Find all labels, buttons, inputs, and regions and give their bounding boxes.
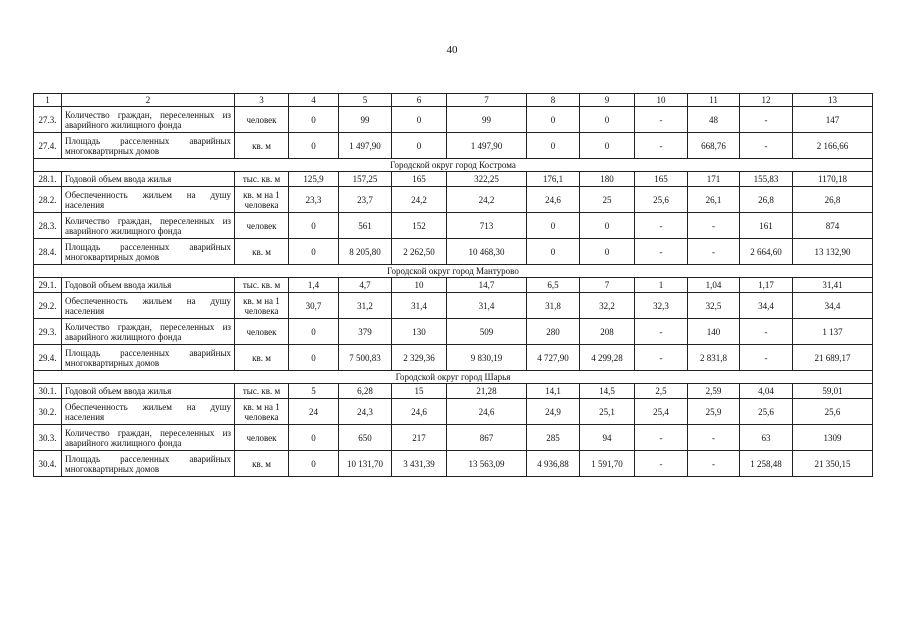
value-cell: 176,1 — [527, 172, 580, 187]
value-cell: 31,2 — [339, 293, 392, 319]
value-cell: 25 — [580, 187, 635, 213]
value-cell: 1 497,90 — [339, 133, 392, 159]
value-cell: 217 — [392, 425, 447, 451]
value-cell: 21 689,17 — [793, 345, 873, 371]
indicator-name: Годовой объем ввода жилья — [62, 172, 235, 187]
value-cell: 99 — [447, 107, 527, 133]
value-cell: 26,8 — [740, 187, 793, 213]
table-row — [34, 319, 873, 345]
value-cell: 650 — [339, 425, 392, 451]
column-number-cell: 7 — [447, 94, 527, 107]
value-cell: 10 — [392, 278, 447, 293]
indicator-name: Обеспеченность жильем на душу населения — [62, 399, 235, 425]
column-number-cell: 4 — [289, 94, 339, 107]
column-number-cell: 11 — [688, 94, 740, 107]
value-cell: 157,25 — [339, 172, 392, 187]
row-number: 27.3. — [34, 107, 62, 133]
table-row — [34, 172, 873, 187]
value-cell: 4 299,28 — [580, 345, 635, 371]
value-cell: 509 — [447, 319, 527, 345]
value-cell: 14,7 — [447, 278, 527, 293]
value-cell: 99 — [339, 107, 392, 133]
value-cell: 2 664,60 — [740, 239, 793, 265]
row-number: 29.3. — [34, 319, 62, 345]
indicator-name: Площадь расселенных аварийных многоквартирных домов — [62, 133, 235, 159]
indicator-name: Годовой объем ввода жилья — [62, 384, 235, 399]
row-number: 29.2. — [34, 293, 62, 319]
indicator-name: Количество граждан, переселенных из аварийного жилищного фонда — [62, 107, 235, 133]
table-row — [34, 133, 873, 159]
value-cell: 24,3 — [339, 399, 392, 425]
value-cell: 32,2 — [580, 293, 635, 319]
unit-cell: человек — [235, 319, 289, 345]
value-cell: - — [688, 425, 740, 451]
value-cell: 713 — [447, 213, 527, 239]
row-number: 30.1. — [34, 384, 62, 399]
value-cell: 171 — [688, 172, 740, 187]
value-cell: 1309 — [793, 425, 873, 451]
unit-cell: кв. м на 1 человека — [235, 293, 289, 319]
value-cell: 379 — [339, 319, 392, 345]
value-cell: 7 — [580, 278, 635, 293]
value-cell: 1 497,90 — [447, 133, 527, 159]
value-cell: 30,7 — [289, 293, 339, 319]
value-cell: 34,4 — [740, 293, 793, 319]
unit-cell: кв. м — [235, 345, 289, 371]
section-row — [34, 159, 873, 172]
value-cell: - — [688, 451, 740, 477]
value-cell: 0 — [289, 319, 339, 345]
value-cell: 25,6 — [635, 187, 688, 213]
value-cell: 3 431,39 — [392, 451, 447, 477]
value-cell: - — [635, 239, 688, 265]
table-row — [34, 239, 873, 265]
value-cell: 161 — [740, 213, 793, 239]
value-cell: 1,17 — [740, 278, 793, 293]
column-number-cell: 12 — [740, 94, 793, 107]
column-number-cell: 8 — [527, 94, 580, 107]
value-cell: 6,5 — [527, 278, 580, 293]
column-number-cell: 6 — [392, 94, 447, 107]
indicator-name: Обеспеченность жильем на душу населения — [62, 293, 235, 319]
value-cell: 1 137 — [793, 319, 873, 345]
value-cell: 4 727,90 — [527, 345, 580, 371]
value-cell: 21,28 — [447, 384, 527, 399]
value-cell: 8 205,80 — [339, 239, 392, 265]
indicator-name: Количество граждан, переселенных из аварийного жилищного фонда — [62, 319, 235, 345]
value-cell: 165 — [635, 172, 688, 187]
value-cell: 125,9 — [289, 172, 339, 187]
value-cell: 13 563,09 — [447, 451, 527, 477]
value-cell: 0 — [527, 107, 580, 133]
value-cell: 14,5 — [580, 384, 635, 399]
value-cell: 867 — [447, 425, 527, 451]
value-cell: 0 — [289, 107, 339, 133]
value-cell: - — [635, 213, 688, 239]
value-cell: 2 329,36 — [392, 345, 447, 371]
value-cell: 285 — [527, 425, 580, 451]
value-cell: 1,4 — [289, 278, 339, 293]
value-cell: - — [740, 107, 793, 133]
table-row — [34, 345, 873, 371]
column-number-cell: 9 — [580, 94, 635, 107]
unit-cell: человек — [235, 107, 289, 133]
value-cell: - — [740, 133, 793, 159]
header-row — [34, 94, 873, 107]
value-cell: 180 — [580, 172, 635, 187]
value-cell: - — [635, 451, 688, 477]
value-cell: 1 591,70 — [580, 451, 635, 477]
row-number: 29.1. — [34, 278, 62, 293]
value-cell: 0 — [580, 213, 635, 239]
value-cell: 0 — [527, 239, 580, 265]
indicator-name: Площадь расселенных аварийных многоквартирных домов — [62, 345, 235, 371]
value-cell: 34,4 — [793, 293, 873, 319]
unit-cell: кв. м — [235, 133, 289, 159]
indicator-table — [33, 93, 873, 477]
table-row — [34, 278, 873, 293]
indicator-name: Количество граждан, переселенных из аварийного жилищного фонда — [62, 213, 235, 239]
value-cell: 0 — [580, 239, 635, 265]
indicator-name: Обеспеченность жильем на душу населения — [62, 187, 235, 213]
value-cell: 1170,18 — [793, 172, 873, 187]
row-number: 30.3. — [34, 425, 62, 451]
value-cell: 0 — [392, 133, 447, 159]
table-row — [34, 107, 873, 133]
value-cell: 561 — [339, 213, 392, 239]
value-cell: 0 — [289, 213, 339, 239]
section-title: Городской округ город Шарья — [34, 371, 873, 384]
table-row — [34, 451, 873, 477]
value-cell: 25,4 — [635, 399, 688, 425]
section-row — [34, 371, 873, 384]
section-title: Городской округ город Мантурово — [34, 265, 873, 278]
value-cell: 23,7 — [339, 187, 392, 213]
row-number: 27.4. — [34, 133, 62, 159]
value-cell: 6,28 — [339, 384, 392, 399]
value-cell: 155,83 — [740, 172, 793, 187]
value-cell: - — [688, 213, 740, 239]
value-cell: 5 — [289, 384, 339, 399]
unit-cell: тыс. кв. м — [235, 278, 289, 293]
value-cell: 24,6 — [392, 399, 447, 425]
value-cell: 32,3 — [635, 293, 688, 319]
value-cell: 24,6 — [447, 399, 527, 425]
value-cell: - — [688, 239, 740, 265]
value-cell: 31,41 — [793, 278, 873, 293]
table-row — [34, 425, 873, 451]
value-cell: 130 — [392, 319, 447, 345]
value-cell: 9 830,19 — [447, 345, 527, 371]
table-row — [34, 384, 873, 399]
row-number: 30.2. — [34, 399, 62, 425]
indicator-name: Площадь расселенных аварийных многоквартирных домов — [62, 451, 235, 477]
value-cell: 59,01 — [793, 384, 873, 399]
page-number: 40 — [446, 44, 458, 56]
value-cell: 2 262,50 — [392, 239, 447, 265]
value-cell: 25,6 — [740, 399, 793, 425]
value-cell: 15 — [392, 384, 447, 399]
value-cell: 25,6 — [793, 399, 873, 425]
value-cell: 25,1 — [580, 399, 635, 425]
value-cell: 0 — [289, 425, 339, 451]
value-cell: 668,76 — [688, 133, 740, 159]
row-number: 28.1. — [34, 172, 62, 187]
value-cell: 24,2 — [447, 187, 527, 213]
unit-cell: кв. м — [235, 451, 289, 477]
value-cell: 2,5 — [635, 384, 688, 399]
value-cell: 31,4 — [447, 293, 527, 319]
row-number: 28.4. — [34, 239, 62, 265]
value-cell: 0 — [289, 239, 339, 265]
value-cell: 2 831,8 — [688, 345, 740, 371]
column-number-cell: 3 — [235, 94, 289, 107]
value-cell: 24,2 — [392, 187, 447, 213]
column-number-cell: 13 — [793, 94, 873, 107]
value-cell: 25,9 — [688, 399, 740, 425]
column-number-cell: 10 — [635, 94, 688, 107]
value-cell: 31,8 — [527, 293, 580, 319]
column-number-cell: 1 — [34, 94, 62, 107]
value-cell: - — [635, 425, 688, 451]
table-body — [34, 94, 873, 477]
value-cell: - — [635, 319, 688, 345]
value-cell: 2 166,66 — [793, 133, 873, 159]
value-cell: 26,1 — [688, 187, 740, 213]
value-cell: 23,3 — [289, 187, 339, 213]
value-cell: 0 — [527, 133, 580, 159]
value-cell: 24 — [289, 399, 339, 425]
indicator-name: Годовой объем ввода жилья — [62, 278, 235, 293]
unit-cell: человек — [235, 425, 289, 451]
value-cell: 21 350,15 — [793, 451, 873, 477]
value-cell: 63 — [740, 425, 793, 451]
value-cell: 94 — [580, 425, 635, 451]
value-cell: 2,59 — [688, 384, 740, 399]
value-cell: 4,7 — [339, 278, 392, 293]
value-cell: 1 — [635, 278, 688, 293]
value-cell: 280 — [527, 319, 580, 345]
value-cell: 48 — [688, 107, 740, 133]
row-number: 29.4. — [34, 345, 62, 371]
value-cell: - — [740, 345, 793, 371]
column-number-cell: 2 — [62, 94, 235, 107]
unit-cell: кв. м на 1 человека — [235, 187, 289, 213]
value-cell: 0 — [289, 345, 339, 371]
row-number: 30.4. — [34, 451, 62, 477]
value-cell: 10 131,70 — [339, 451, 392, 477]
value-cell: 874 — [793, 213, 873, 239]
unit-cell: кв. м — [235, 239, 289, 265]
section-row — [34, 265, 873, 278]
section-title: Городской округ город Кострома — [34, 159, 873, 172]
value-cell: 4 936,88 — [527, 451, 580, 477]
value-cell: 7 500,83 — [339, 345, 392, 371]
table-row — [34, 399, 873, 425]
unit-cell: кв. м на 1 человека — [235, 399, 289, 425]
value-cell: 152 — [392, 213, 447, 239]
unit-cell: человек — [235, 213, 289, 239]
value-cell: 31,4 — [392, 293, 447, 319]
value-cell: 322,25 — [447, 172, 527, 187]
row-number: 28.3. — [34, 213, 62, 239]
value-cell: 0 — [289, 451, 339, 477]
unit-cell: тыс. кв. м — [235, 384, 289, 399]
value-cell: 0 — [392, 107, 447, 133]
value-cell: 165 — [392, 172, 447, 187]
indicator-name: Площадь расселенных аварийных многоквартирных домов — [62, 239, 235, 265]
value-cell: 4,04 — [740, 384, 793, 399]
value-cell: 13 132,90 — [793, 239, 873, 265]
value-cell: - — [635, 133, 688, 159]
value-cell: - — [635, 107, 688, 133]
value-cell: 0 — [580, 107, 635, 133]
column-number-cell: 5 — [339, 94, 392, 107]
value-cell: 208 — [580, 319, 635, 345]
value-cell: - — [740, 319, 793, 345]
value-cell: 26,8 — [793, 187, 873, 213]
value-cell: 0 — [527, 213, 580, 239]
value-cell: 1,04 — [688, 278, 740, 293]
table-row — [34, 293, 873, 319]
value-cell: 0 — [289, 133, 339, 159]
row-number: 28.2. — [34, 187, 62, 213]
value-cell: 14,1 — [527, 384, 580, 399]
value-cell: 1 258,48 — [740, 451, 793, 477]
value-cell: 147 — [793, 107, 873, 133]
value-cell: 24,9 — [527, 399, 580, 425]
indicator-name: Количество граждан, переселенных из аварийного жилищного фонда — [62, 425, 235, 451]
value-cell: 24,6 — [527, 187, 580, 213]
unit-cell: тыс. кв. м — [235, 172, 289, 187]
value-cell: 32,5 — [688, 293, 740, 319]
table-row — [34, 187, 873, 213]
value-cell: 0 — [580, 133, 635, 159]
value-cell: 10 468,30 — [447, 239, 527, 265]
table-row — [34, 213, 873, 239]
value-cell: 140 — [688, 319, 740, 345]
value-cell: - — [635, 345, 688, 371]
